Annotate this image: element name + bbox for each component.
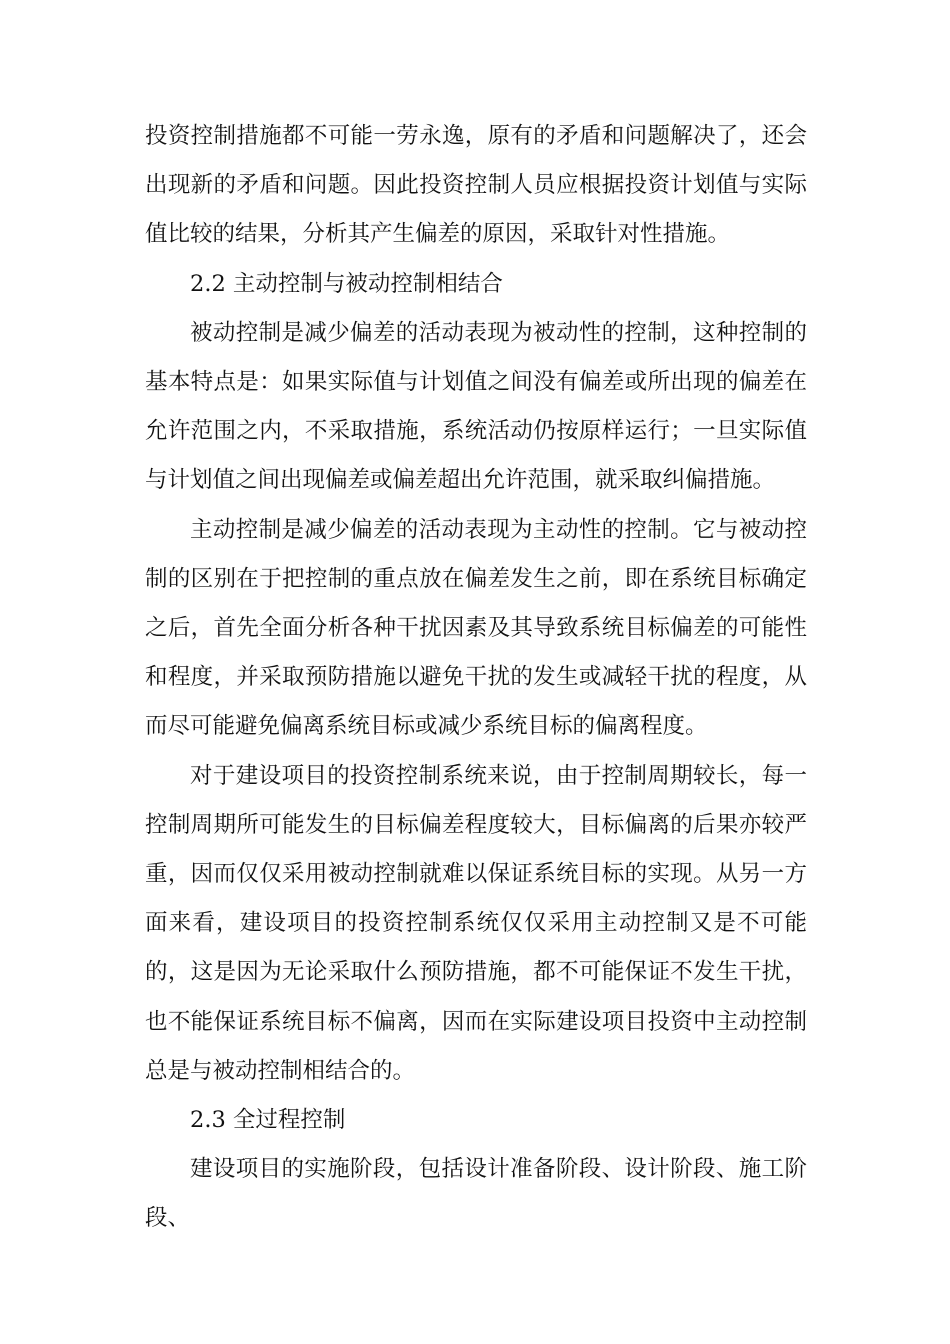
paragraph-passive-control: 被动控制是减少偏差的活动表现为被动性的控制，这种控制的基本特点是：如果实际值与计划值之间没有偏差或所出现的偏差在允许范围之内，不采取措施，系统活动仍按原样运行；一旦实际值与计划值之间出现偏差或偏差超出允许范围，就采取纠偏措施。 [145, 319, 807, 494]
paragraph-continuation: 投资控制措施都不可能一劳永逸，原有的矛盾和问题解决了，还会出现新的矛盾和问题。因此投资控制人员应根据投资计划值与实际值比较的结果，分析其产生偏差的原因，采取针对性措施。 [145, 123, 807, 248]
paragraph-investment-control-system: 对于建设项目的投资控制系统来说，由于控制周期较长，每一控制周期所可能发生的目标偏差程度较大，目标偏离的后果亦较严重，因而仅仅采用被动控制就难以保证系统目标的实现。从另一方面来看，建设项目的投资控制系统仅仅采用主动控制又是不可能的，这是因为无论采取什么预防措施，都不可能保证不发生干扰，也不能保证系统目标不偏离，因而在实际建设项目投资中主动控制总是与被动控制相结合的。 [145, 762, 807, 1084]
paragraph-active-control: 主动控制是减少偏差的活动表现为主动性的控制。它与被动控制的区别在于把控制的重点放在偏差发生之前，即在系统目标确定之后，首先全面分析各种干扰因素及其导致系统目标偏差的可能性和程度，并采取预防措施以避免干扰的发生或减轻干扰的程度，从而尽可能避免偏离系统目标或减少系统目标的偏离程度。 [145, 516, 807, 740]
section-heading-2-2: 2.2 主动控制与被动控制相结合 [190, 270, 503, 297]
document-body [145, 112, 807, 1244]
paragraph-implementation-stages: 建设项目的实施阶段，包括设计准备阶段、设计阶段、施工阶段、 [145, 1156, 807, 1232]
section-heading-2-3: 2.3 全过程控制 [190, 1107, 346, 1134]
